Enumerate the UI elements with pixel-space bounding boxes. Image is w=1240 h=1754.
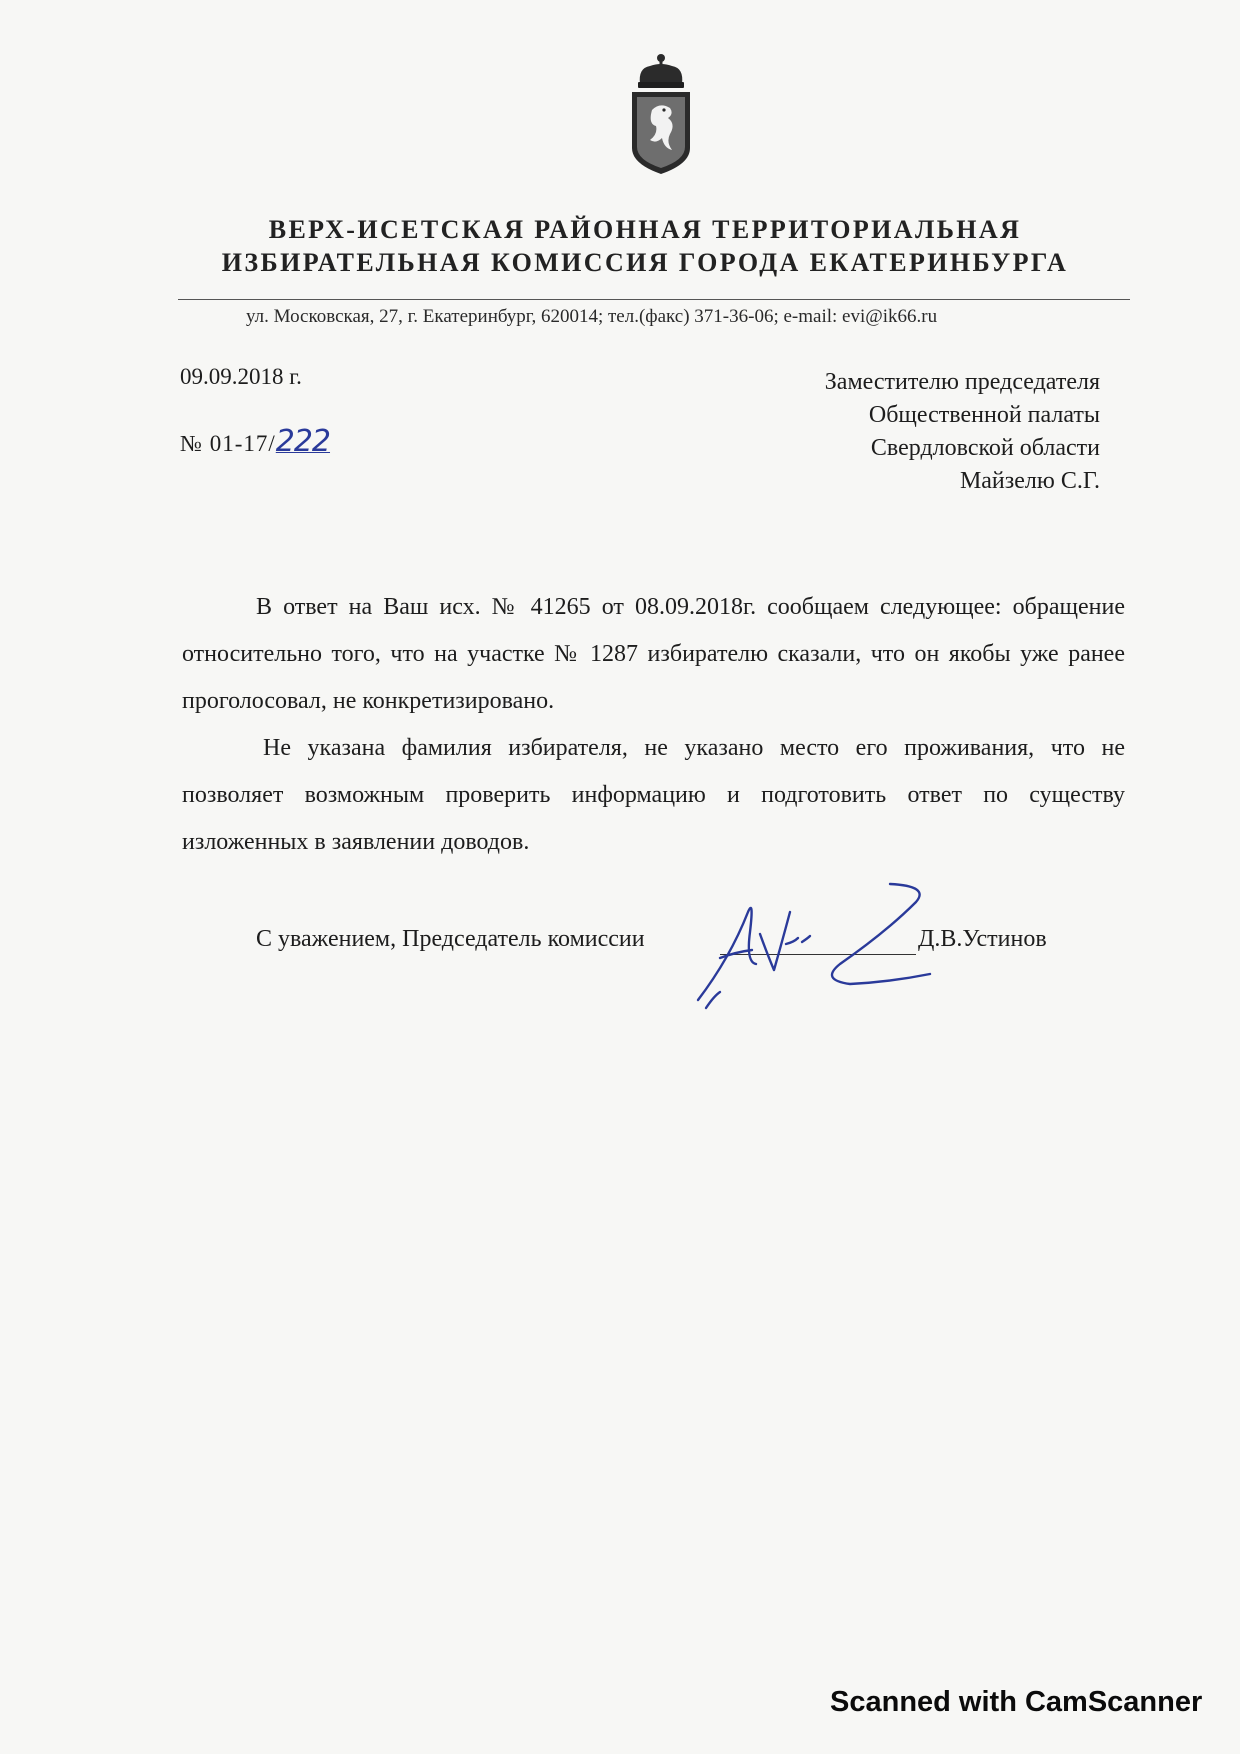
coat-of-arms-icon: [626, 52, 696, 176]
outgoing-number: [180, 424, 330, 459]
signatory-name: Д.В.Устинов: [918, 926, 1047, 952]
organization-title-line-2: ИЗБИРАТЕЛЬНАЯ КОМИССИЯ ГОРОДА ЕКАТЕРИНБУРГА: [221, 248, 1069, 277]
letter-body: [182, 584, 1125, 866]
recipient-line: Заместителю председателя: [824, 369, 1100, 395]
recipient-line: Общественной палаты: [868, 402, 1100, 428]
header-divider: [178, 299, 1130, 300]
body-paragraph: Не указана фамилия избирателя, не указано место его проживания, что не позволяет возможным проверить информацию и подготовить ответ по существу изложенных в заявлении доводов.: [182, 735, 1125, 855]
letter-date: 09.09.2018 г.: [180, 364, 302, 389]
organization-title-line-1: ВЕРХ-ИСЕТСКАЯ РАЙОННАЯ ТЕРРИТОРИАЛЬНАЯ: [268, 215, 1022, 244]
recipient-line: Свердловской области: [870, 435, 1100, 461]
signature-caption: С уважением, Председатель комиссии: [256, 926, 645, 952]
outgoing-number-handwritten: 222: [275, 424, 331, 459]
recipient-block: [825, 366, 1100, 498]
recipient-line: Майзелю С.Г.: [959, 468, 1100, 494]
outgoing-number-prefix: № 01-17/: [180, 431, 276, 456]
scanner-watermark: Scanned with CamScanner: [830, 1686, 1203, 1718]
organization-address: ул. Московская, 27, г. Екатеринбург, 620014; тел.(факс) 371-36-06; e-mail: evi@ik66.ru: [246, 306, 938, 327]
handwritten-signature: [690, 872, 950, 1018]
body-paragraph: В ответ на Ваш исх. № 41265 от 08.09.2018г. сообщаем следующее: обращение относительно того, что на участке № 1287 избирателю сказали, что он якобы уже ранее проголосовал, не конкретизировано.: [182, 594, 1125, 714]
